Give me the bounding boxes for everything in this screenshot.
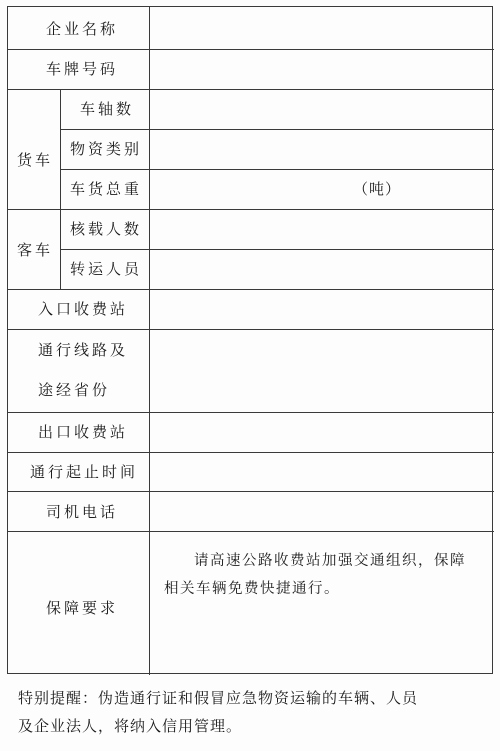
footer-notice	[18, 684, 488, 740]
pass-permit-form	[7, 6, 493, 674]
guarantee-text-line1: 请高速公路收费站加强交通组织，保障	[194, 553, 466, 569]
label-route-line2: 途经省份	[38, 381, 111, 399]
label-guarantee: 保障要求	[46, 599, 119, 617]
label-entry-station: 入口收费站	[38, 300, 129, 318]
footer-line2: 及企业法人，将纳入信用管理。	[18, 717, 243, 735]
label-exit-station: 出口收费站	[38, 423, 129, 441]
row-divider	[60, 129, 494, 130]
row-divider	[8, 89, 494, 90]
guarantee-text	[164, 547, 489, 603]
label-travel-time: 通行起止时间	[30, 463, 139, 481]
row-divider	[60, 249, 494, 250]
label-route-line1: 通行线路及	[38, 341, 129, 359]
footer-line1: 特别提醒：伪造通行证和假冒应急物资运输的车辆、人员	[18, 689, 419, 707]
row-divider	[8, 491, 494, 492]
label-truck-group: 货车	[17, 151, 54, 169]
label-goods-category: 物资类别	[70, 140, 143, 158]
label-plate-number: 车牌号码	[46, 60, 119, 78]
row-divider	[8, 209, 494, 210]
row-divider	[8, 329, 494, 330]
row-divider	[8, 289, 494, 290]
label-company-name: 企业名称	[46, 20, 119, 38]
label-bus-group: 客车	[17, 241, 54, 259]
column-divider	[149, 7, 150, 675]
label-total-weight: 车货总重	[70, 180, 143, 198]
row-divider	[8, 531, 494, 532]
weight-unit: （吨）	[353, 180, 402, 198]
label-truck-axles: 车轴数	[80, 100, 135, 118]
row-divider	[8, 49, 494, 50]
group-divider	[60, 89, 61, 289]
label-transfer-personnel: 转运人员	[70, 260, 143, 278]
row-divider	[60, 169, 494, 170]
label-approved-passengers: 核载人数	[70, 220, 143, 238]
label-driver-phone: 司机电话	[46, 503, 119, 521]
guarantee-text-line2: 相关车辆免费快捷通行。	[164, 581, 340, 597]
row-divider	[8, 412, 494, 413]
row-divider	[8, 452, 494, 453]
